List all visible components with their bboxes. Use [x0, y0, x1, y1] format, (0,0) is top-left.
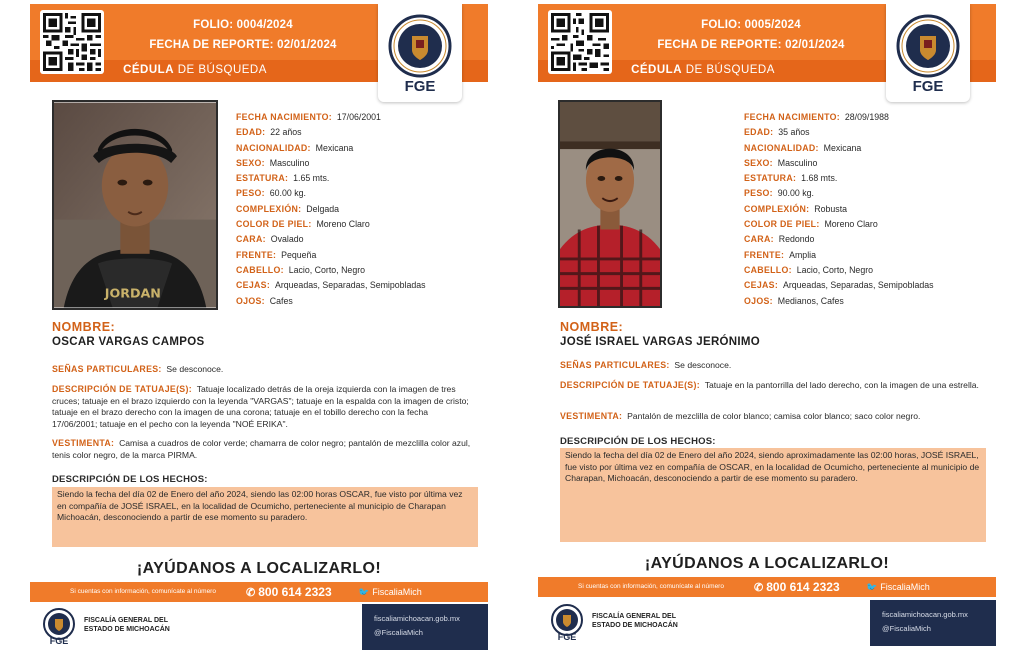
fge-logo: [378, 4, 462, 102]
detail-label: CEJAS:: [236, 280, 271, 291]
org-line-2: ESTADO DE MICHOACÁN: [592, 622, 678, 629]
name-label: NOMBRE:: [560, 320, 624, 334]
org-line-1: FISCALÍA GENERAL DEL: [84, 617, 169, 624]
detail-label: COMPLEXIÓN:: [236, 203, 302, 214]
detail-hair: [236, 263, 484, 278]
twitter-handle: FiscaliaMich: [880, 582, 930, 592]
notice-type-rest: DE BÚSQUEDA: [682, 64, 775, 76]
search-notice-card-jose-israel: [538, 4, 996, 652]
footer-org-name: [84, 616, 170, 634]
twitter-link[interactable]: [358, 587, 422, 598]
detail-age: [744, 125, 992, 140]
fge-seal-icon: [896, 14, 960, 78]
detail-eyes: [744, 294, 992, 309]
detail-value: 35 años: [778, 127, 810, 138]
contact-info-text: Si cuentas con información, comunícate al número: [578, 583, 724, 590]
detail-label: ESTATURA:: [744, 173, 797, 184]
detail-value: Mexicana: [823, 142, 862, 153]
detail-label: EDAD:: [744, 127, 774, 138]
clothing-value: Camisa a cuadros de color verde; chamarra de color negro; pantalón de mezclilla color azul, tenis color negro, de la marca PIRMA.: [52, 438, 471, 460]
org-line-2: ESTADO DE MICHOACÁN: [84, 626, 170, 633]
detail-label: FECHA NACIMIENTO:: [236, 112, 332, 122]
detail-eyes: [236, 294, 484, 309]
footer-logo: [40, 608, 78, 648]
tattoos-description: [560, 380, 980, 392]
tattoos-description: [52, 384, 472, 430]
folio-number: FOLIO: 0005/2024: [701, 19, 801, 31]
svg-text:JORDAN: JORDAN: [104, 285, 161, 301]
fge-logo-text: FGE: [912, 78, 944, 95]
notice-type-bold: CÉDULA: [123, 64, 174, 76]
social-handle-link[interactable]: @FiscaliaMich: [882, 624, 931, 633]
detail-face: [744, 232, 992, 247]
events-label: DESCRIPCIÓN DE LOS HECHOS:: [52, 474, 208, 485]
tattoos-label: DESCRIPCIÓN DE TATUAJE(S):: [52, 384, 192, 394]
tattoos-label: DESCRIPCIÓN DE TATUAJE(S):: [560, 380, 700, 390]
events-label: DESCRIPCIÓN DE LOS HECHOS:: [560, 436, 716, 447]
footer-links: [870, 600, 996, 646]
detail-label: PESO:: [236, 188, 265, 199]
missing-person-photo: [52, 100, 218, 310]
tattoos-value: Tatuaje en la pantorrilla del lado derecho, con la imagen de una estrella.: [704, 380, 979, 390]
events-description: Siendo la fecha del día 02 de Enero del año 2024, siendo las 02:00 horas OSCAR, fue visto por última vez en compañía de JOSÉ ISRAEL, en la localidad de Ocumicho, perteneciente al municipio de Charapan Michoacán, desconociendo a partir de ese momento su paradero.: [52, 487, 478, 547]
detail-value: Delgada: [306, 203, 340, 214]
detail-value: Arqueadas, Separadas, Semipobladas: [274, 280, 426, 291]
detail-nationality: [744, 141, 992, 156]
detail-label: EDAD:: [236, 127, 266, 138]
folio-number: FOLIO: 0004/2024: [193, 19, 293, 31]
detail-value: Amplia: [789, 249, 816, 260]
detail-label: CARA:: [744, 234, 774, 245]
detail-label: OJOS:: [744, 295, 773, 306]
twitter-icon: 🐦: [358, 587, 370, 597]
detail-sex: [236, 156, 484, 171]
detail-value: 22 años: [270, 127, 302, 138]
detail-label: CABELLO:: [744, 264, 792, 275]
clothing-value: Pantalón de mezclilla de color blanco; camisa color blanco; saco color negro.: [627, 411, 921, 421]
detail-value: Lacio, Corto, Negro: [796, 264, 874, 275]
detail-age: [236, 125, 484, 140]
search-notice-card-oscar: [30, 4, 488, 652]
detail-label: OJOS:: [236, 295, 265, 306]
name-label: NOMBRE:: [52, 320, 116, 334]
detail-weight: [236, 186, 484, 201]
detail-label: NACIONALIDAD:: [744, 142, 819, 153]
detail-label: FRENTE:: [236, 249, 277, 260]
detail-label: FRENTE:: [744, 249, 785, 260]
clothing-label: VESTIMENTA:: [52, 438, 115, 448]
missing-person-photo: [558, 100, 662, 308]
tattoos-value: Tatuaje localizado detrás de la oreja izquierda con la imagen de tres cruces; tatuaje en el brazo izquierdo con la leyenda "VARGAS"; tatuaje en la espalda con la imagen de cristo; tatuaje en el brazo derecho con la imagen de una corona; tatuaje en el tobillo derecho con la fecha 17/06/2001; tatuaje en el pecho con la leyenda "NOÉ ERIKA".: [52, 384, 469, 429]
detail-label: SEXO:: [744, 157, 773, 168]
detail-skin-color: [744, 217, 992, 232]
card-footer: [30, 604, 488, 650]
detail-height: [236, 171, 484, 186]
detail-skin-color: [236, 217, 484, 232]
fge-seal-icon: [388, 14, 452, 78]
distinctive-marks: [560, 360, 980, 372]
contact-info-text: Si cuentas con información, comunícate al número: [70, 588, 216, 595]
fge-logo-text: FGE: [404, 78, 436, 95]
person-name: JOSÉ ISRAEL VARGAS JERÓNIMO: [560, 336, 761, 348]
notice-type-title: [30, 64, 360, 76]
detail-value: 60.00 kg.: [269, 188, 306, 199]
detail-label: FECHA NACIMIENTO:: [744, 112, 840, 122]
detail-value: Redondo: [778, 234, 815, 245]
report-date: FECHA DE REPORTE: 02/01/2024: [657, 39, 845, 51]
detail-label: CARA:: [236, 234, 266, 245]
detail-eyebrows: [236, 278, 484, 293]
detail-forehead: [236, 248, 484, 263]
detail-weight: [744, 186, 992, 201]
detail-label: COLOR DE PIEL:: [236, 219, 312, 230]
detail-value: Ovalado: [270, 234, 304, 245]
detail-value: 17/06/2001: [336, 112, 381, 122]
twitter-link[interactable]: [866, 582, 930, 593]
org-line-1: FISCALÍA GENERAL DEL: [592, 613, 677, 620]
detail-build: [744, 202, 992, 217]
detail-label: COMPLEXIÓN:: [744, 203, 810, 214]
detail-label: COLOR DE PIEL:: [744, 219, 820, 230]
detail-value: Masculino: [269, 157, 310, 168]
phone-link[interactable]: [754, 580, 840, 594]
physical-details: [744, 110, 992, 309]
detail-label: ESTATURA:: [236, 173, 289, 184]
detail-value: 28/09/1988: [844, 112, 889, 122]
detail-nationality: [236, 141, 484, 156]
distinctive-marks-label: SEÑAS PARTICULARES:: [52, 364, 162, 374]
detail-eyebrows: [744, 278, 992, 293]
twitter-icon: 🐦: [866, 582, 878, 592]
social-handle-link[interactable]: @FiscaliaMich: [374, 628, 423, 637]
distinctive-marks-value: Se desconoce.: [674, 360, 732, 370]
detail-sex: [744, 156, 992, 171]
distinctive-marks-label: SEÑAS PARTICULARES:: [560, 360, 670, 370]
notice-type-bold: CÉDULA: [631, 64, 682, 76]
footer-fge-text: FGE: [557, 632, 577, 642]
website-link[interactable]: fiscaliamichoacan.gob.mx: [882, 610, 968, 619]
events-description: Siendo la fecha del día 02 de Enero del año 2024, siendo aproximadamente las 02:00 horas, JOSÉ ISRAEL, fue visto por última vez en compañía de OSCAR, en la localidad de Ocumicho, perteneciente al municipio de Charapan, Michoacán, desconociendo a partir de ese momento su paradero.: [560, 448, 986, 542]
footer-fge-text: FGE: [49, 636, 69, 646]
detail-label: NACIONALIDAD:: [236, 142, 311, 153]
distinctive-marks: [52, 364, 472, 376]
phone-number: 800 614 2323: [258, 585, 332, 599]
help-locate-heading: ¡AYÚDANOS A LOCALIZARLO!: [644, 555, 890, 572]
notice-type-rest: DE BÚSQUEDA: [174, 64, 267, 76]
detail-forehead: [744, 248, 992, 263]
clothing-description: [52, 438, 472, 461]
detail-value: 90.00 kg.: [777, 188, 814, 199]
detail-build: [236, 202, 484, 217]
fge-logo: [886, 4, 970, 102]
detail-value: 1.65 mts.: [293, 173, 330, 184]
report-date: FECHA DE REPORTE: 02/01/2024: [149, 39, 337, 51]
contact-bar: [30, 582, 488, 602]
detail-value: Medianos, Cafes: [777, 295, 844, 306]
detail-height: [744, 171, 992, 186]
detail-value: Robusta: [814, 203, 848, 214]
detail-label: CEJAS:: [744, 280, 779, 291]
twitter-handle: FiscaliaMich: [372, 587, 422, 597]
detail-value: Arqueadas, Separadas, Semipobladas: [782, 280, 934, 291]
help-locate-heading: ¡AYÚDANOS A LOCALIZARLO!: [136, 560, 382, 577]
detail-birthdate: [236, 110, 484, 125]
detail-label: PESO:: [744, 188, 773, 199]
phone-icon: ✆: [246, 587, 256, 599]
detail-face: [236, 232, 484, 247]
footer-logo: [548, 604, 586, 644]
physical-details: [236, 110, 484, 309]
detail-hair: [744, 263, 992, 278]
detail-value: 1.68 mts.: [801, 173, 838, 184]
detail-value: Moreno Claro: [824, 219, 878, 230]
detail-value: Moreno Claro: [316, 219, 370, 230]
detail-value: Masculino: [777, 157, 818, 168]
footer-org-name: [592, 612, 678, 630]
phone-number: 800 614 2323: [766, 580, 840, 594]
detail-label: CABELLO:: [236, 264, 284, 275]
detail-birthdate: [744, 110, 992, 125]
website-link[interactable]: fiscaliamichoacan.gob.mx: [374, 614, 460, 623]
phone-link[interactable]: [246, 585, 332, 599]
person-name: OSCAR VARGAS CAMPOS: [52, 336, 205, 348]
detail-value: Cafes: [269, 295, 293, 306]
contact-bar: [538, 577, 996, 597]
clothing-label: VESTIMENTA:: [560, 411, 623, 421]
footer-links: [362, 604, 488, 650]
distinctive-marks-value: Se desconoce.: [166, 364, 224, 374]
detail-value: Pequeña: [281, 249, 317, 260]
clothing-description: [560, 411, 980, 423]
card-footer: [538, 600, 996, 646]
detail-value: Lacio, Corto, Negro: [288, 264, 366, 275]
detail-value: Mexicana: [315, 142, 354, 153]
detail-label: SEXO:: [236, 157, 265, 168]
notice-type-title: [538, 64, 868, 76]
phone-icon: ✆: [754, 582, 764, 594]
